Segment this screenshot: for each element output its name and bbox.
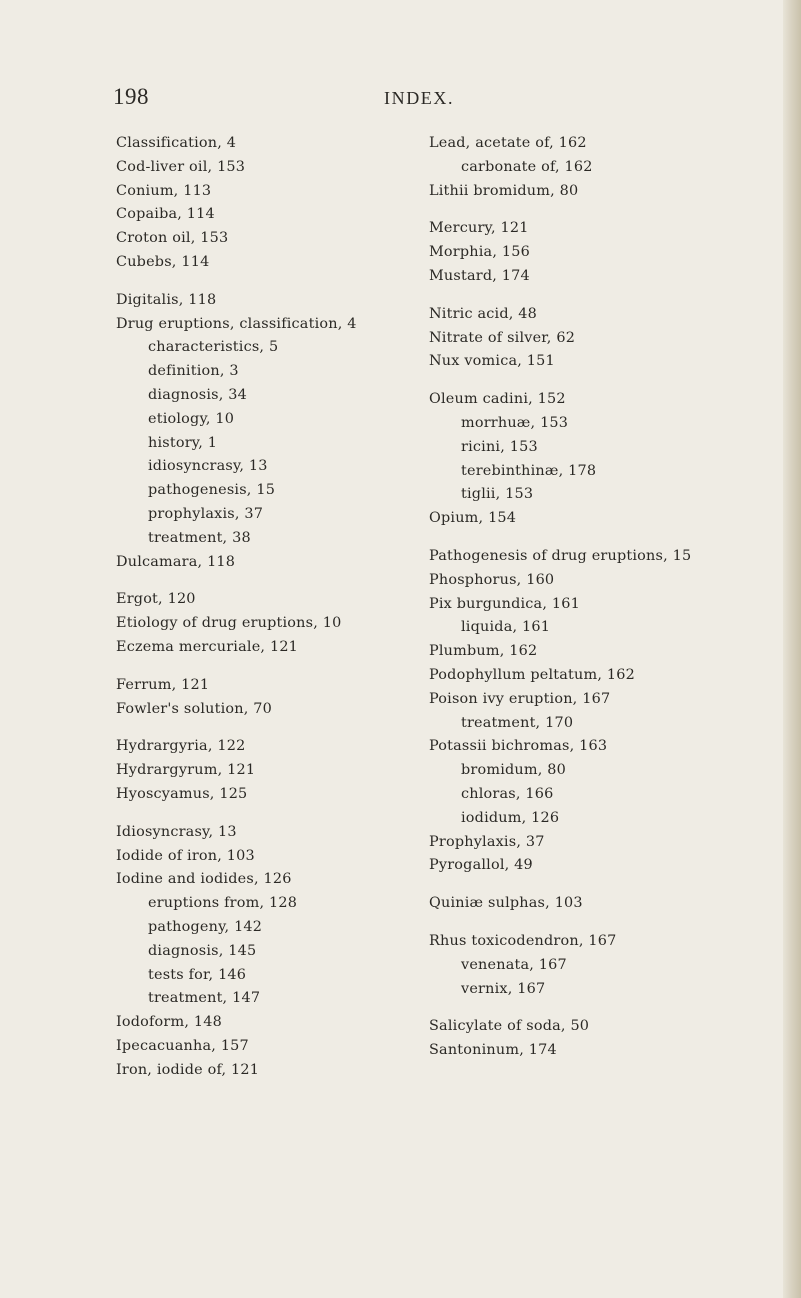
index-entry: Cod-liver oil, 153 <box>116 158 246 175</box>
index-subentry: morrhuæ, 153 <box>461 414 569 431</box>
index-subentry: treatment, 170 <box>461 714 574 731</box>
index-entry: Drug eruptions, classification, 4 <box>116 315 357 332</box>
index-entry: Croton oil, 153 <box>116 230 229 247</box>
index-entry: Conium, 113 <box>116 182 212 199</box>
index-subentry: chloras, 166 <box>461 785 554 802</box>
index-column-right <box>429 132 759 1063</box>
index-entry: Pathogenesis of drug eruptions, 15 <box>429 547 692 564</box>
page-title: INDEX. <box>384 88 455 108</box>
index-entry: Hydrargyrum, 121 <box>116 762 256 779</box>
index-subentry: carbonate of, 162 <box>461 158 593 175</box>
index-subentry: idiosyncrasy, 13 <box>148 458 268 475</box>
index-entry: Ergot, 120 <box>116 591 196 608</box>
index-entry: Phosphorus, 160 <box>429 571 555 588</box>
page-edge-shadow <box>783 0 801 1298</box>
index-entry: Mustard, 174 <box>429 267 530 284</box>
index-entry: Mercury, 121 <box>429 220 529 237</box>
index-entry: Nitric acid, 48 <box>429 305 538 322</box>
index-entry: Poison ivy eruption, 167 <box>429 690 611 707</box>
index-entry: Idiosyncrasy, 13 <box>116 823 237 840</box>
index-entry: Digitalis, 118 <box>116 291 217 308</box>
index-entry: Rhus toxicodendron, 167 <box>429 932 617 949</box>
index-subentry: pathogenesis, 15 <box>148 482 276 499</box>
index-subentry: iodidum, 126 <box>461 809 560 826</box>
index-subentry: characteristics, 5 <box>148 339 279 356</box>
index-entry: Morphia, 156 <box>429 244 530 261</box>
index-entry: Ferrum, 121 <box>116 676 210 693</box>
index-entry: Etiology of drug eruptions, 10 <box>116 615 342 632</box>
index-subentry: bromidum, 80 <box>461 762 566 779</box>
index-subentry: prophylaxis, 37 <box>148 505 264 522</box>
index-subentry: definition, 3 <box>148 363 239 380</box>
index-entry: Nitrate of silver, 62 <box>429 329 576 346</box>
index-column-left <box>116 132 416 1082</box>
index-entry: Lithii bromidum, 80 <box>429 182 579 199</box>
index-entry: Potassii bichromas, 163 <box>429 738 608 755</box>
index-entry: Podophyllum peltatum, 162 <box>429 666 635 683</box>
index-subentry: liquida, 161 <box>461 619 551 636</box>
index-entry: Plumbum, 162 <box>429 643 538 660</box>
index-entry: Ipecacuanha, 157 <box>116 1037 249 1054</box>
index-subentry: diagnosis, 145 <box>148 942 257 959</box>
index-entry: Opium, 154 <box>429 510 517 527</box>
index-entry: Iodide of iron, 103 <box>116 847 255 864</box>
index-entry: Lead, acetate of, 162 <box>429 135 587 151</box>
index-entry: Classification, 4 <box>116 135 237 151</box>
index-subentry: tests for, 146 <box>148 966 247 983</box>
index-entry: Hyoscyamus, 125 <box>116 785 248 802</box>
index-subentry: treatment, 38 <box>148 529 251 546</box>
index-entry: Eczema mercuriale, 121 <box>116 638 299 655</box>
index-entry: Santoninum, 174 <box>429 1042 557 1059</box>
index-entry: Dulcamara, 118 <box>116 553 236 570</box>
index-entry: Hydrargyria, 122 <box>116 738 246 755</box>
index-entry: Prophylaxis, 37 <box>429 833 545 850</box>
index-subentry: vernix, 167 <box>461 980 546 997</box>
index-subentry: tiglii, 153 <box>461 486 534 503</box>
index-subentry: treatment, 147 <box>148 990 261 1007</box>
index-subentry: history, 1 <box>148 434 218 451</box>
index-entry: Pix burgundica, 161 <box>429 595 580 612</box>
index-entry: Salicylate of soda, 50 <box>429 1018 590 1035</box>
index-subentry: eruptions from, 128 <box>148 895 298 912</box>
index-subentry: terebinthinæ, 178 <box>461 462 597 479</box>
index-entry: Cubebs, 114 <box>116 253 210 270</box>
index-subentry: venenata, 167 <box>461 956 567 973</box>
index-entry: Fowler's solution, 70 <box>116 700 272 717</box>
index-entry: Quiniæ sulphas, 103 <box>429 895 583 912</box>
index-subentry: ricini, 153 <box>461 438 538 455</box>
index-subentry: etiology, 10 <box>148 410 235 427</box>
page-number: 198 <box>113 84 149 109</box>
index-subentry: diagnosis, 34 <box>148 386 247 403</box>
index-entry: Copaiba, 114 <box>116 206 215 223</box>
index-entry: Iron, iodide of, 121 <box>116 1061 260 1078</box>
index-entry: Iodine and iodides, 126 <box>116 871 292 888</box>
index-subentry: pathogeny, 142 <box>148 918 263 935</box>
index-entry: Pyrogallol, 49 <box>429 857 533 874</box>
index-entry: Iodoform, 148 <box>116 1014 222 1031</box>
index-entry: Oleum cadini, 152 <box>429 391 566 408</box>
index-entry: Nux vomica, 151 <box>429 353 555 370</box>
